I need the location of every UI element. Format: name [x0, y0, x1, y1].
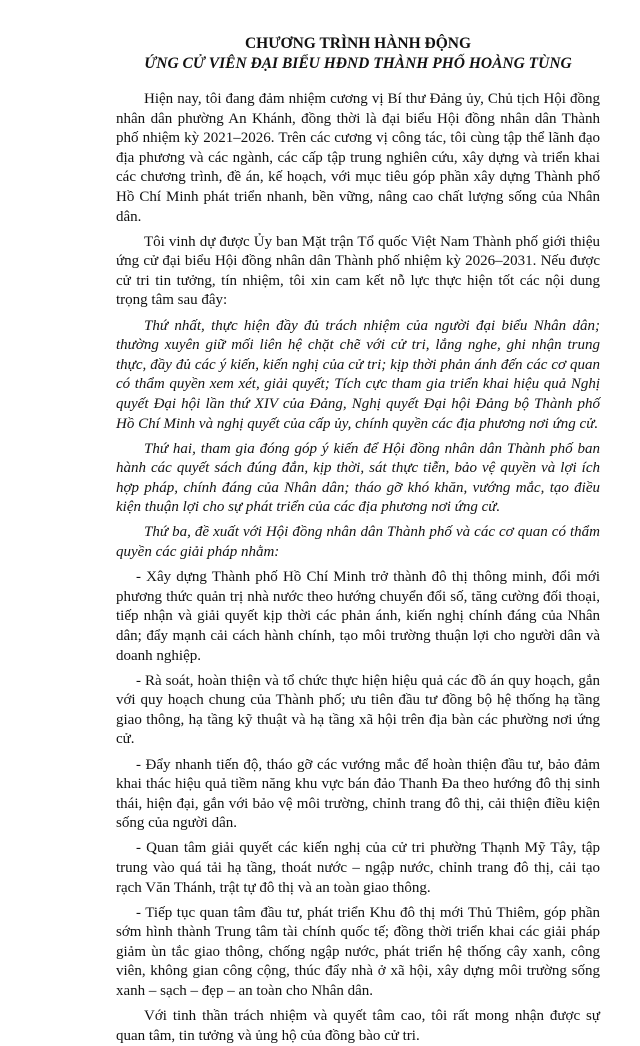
commitment-third-intro: Thứ ba, đề xuất với Hội đồng nhân dân Thành phố và các cơ quan có thẩm quyền các giải pháp nhằm: [116, 524, 600, 561]
closing-paragraph: Với tinh thần trách nhiệm và quyết tâm cao, tôi rất mong nhận được sự quan tâm, tin tưởng và ủng hộ của đồng bào cử tri. [116, 1008, 600, 1044]
solution-item: - Tiếp tục quan tâm đầu tư, phát triển Khu đô thị mới Thủ Thiêm, góp phần sớm hình thành Trung tâm tài chính quốc tế; đồng thời triển khai các giải pháp giảm ùn tắc giao thông, chống ngập nước, phát triển hệ thống cây xanh, công viên, không gian công cộng, thúc đẩy nhà ở xã hội, xây dựng môi trường sống xanh – sạch – đẹp – an toàn cho Nhân dân. [116, 904, 600, 1000]
solution-item: - Quan tâm giải quyết các kiến nghị của cử tri phường Thạnh Mỹ Tây, tập trung vào quá tải hạ tầng, thoát nước – ngập nước, chỉnh trang đô thị, cải tạo rạch Văn Thánh, trật tự đô thị và an toàn giao thông. [116, 840, 600, 896]
commitment-first: Thứ nhất, thực hiện đầy đủ trách nhiệm của người đại biểu Nhân dân; thường xuyên giữ mối liên hệ chặt chẽ với cử tri, lắng nghe, ghi nhận trung thực, đầy đủ các ý kiến, kiến nghị của cử tri; kịp thời phản ánh đến các cơ quan có thẩm quyền xem xét, giải quyết; Tích cực tham gia triển khai hiệu quả Nghị quyết Đại hội lần thứ XIV của Đảng, Nghị quyết Đại hội Đảng bộ Thành phố Hồ Chí Minh và nghị quyết của cấp ủy, chính quyền các địa phương nơi ứng cử. [116, 317, 600, 432]
intro-paragraph: Tôi vinh dự được Ủy ban Mặt trận Tổ quốc Việt Nam Thành phố giới thiệu ứng cử đại biểu Hội đồng nhân dân Thành phố nhiệm kỳ 2026–2031. Nếu được cử tri tin tưởng, tín nhiệm, tôi xin cam kết nỗ lực thực hiện tốt các nội dung trọng tâm sau đây: [116, 233, 600, 309]
document-subtitle: ỨNG CỬ VIÊN ĐẠI BIỂU HĐND THÀNH PHỐ HOÀNG TÙNG [144, 55, 572, 72]
document-title: CHƯƠNG TRÌNH HÀNH ĐỘNG [244, 35, 472, 52]
intro-paragraph: Hiện nay, tôi đang đảm nhiệm cương vị Bí thư Đảng ủy, Chủ tịch Hội đồng nhân dân phường An Khánh, đồng thời là đại biểu Hội đồng nhân dân Thành phố nhiệm kỳ 2021–2026. Trên các cương vị công tác, tôi cùng tập thể lãnh đạo địa phương và các ngành, các cấp tập trung nghiên cứu, xây dựng và triển khai các chương trình, đề án, kế hoạch, với mục tiêu góp phần xây dựng Thành phố Hồ Chí Minh phát triển nhanh, bền vững, nâng cao chất lượng sống của Nhân dân. [116, 91, 600, 225]
commitment-second: Thứ hai, tham gia đóng góp ý kiến để Hội đồng nhân dân Thành phố ban hành các quyết sách đúng đắn, kịp thời, sát thực tiễn, bảo vệ quyền và lợi ích hợp pháp, chính đáng của Nhân dân; tháo gỡ khó khăn, vướng mắc, tạo điều kiện thuận lợi cho sự phát triển của các địa phương nơi ứng cử. [116, 440, 600, 516]
solution-item: - Rà soát, hoàn thiện và tổ chức thực hiện hiệu quả các đồ án quy hoạch, gắn với quy hoạch chung của Thành phố; ưu tiên đầu tư đồng bộ hệ thống hạ tầng giao thông, hạ tầng kỹ thuật và hạ tầng xã hội trên địa bàn các phường nơi ứng cử. [116, 672, 600, 748]
solution-item: - Đẩy nhanh tiến độ, tháo gỡ các vướng mắc để hoàn thiện đầu tư, bảo đảm khai thác hiệu quả tiềm năng khu vực bán đảo Thanh Đa theo hướng đô thị sinh thái, hiện đại, gắn với bảo vệ môi trường, chỉnh trang đô thị, cải thiện điều kiện sống của người dân. [116, 756, 600, 832]
solution-item: - Xây dựng Thành phố Hồ Chí Minh trở thành đô thị thông minh, đổi mới phương thức quản trị nhà nước theo hướng chuyển đổi số, tăng cường đối thoại, tiếp nhận và giải quyết kịp thời các phản ánh, kiến nghị chính đáng của Nhân dân; đẩy mạnh cải cách hành chính, tạo môi trường thuận lợi cho người dân và doanh nghiệp. [116, 569, 600, 664]
